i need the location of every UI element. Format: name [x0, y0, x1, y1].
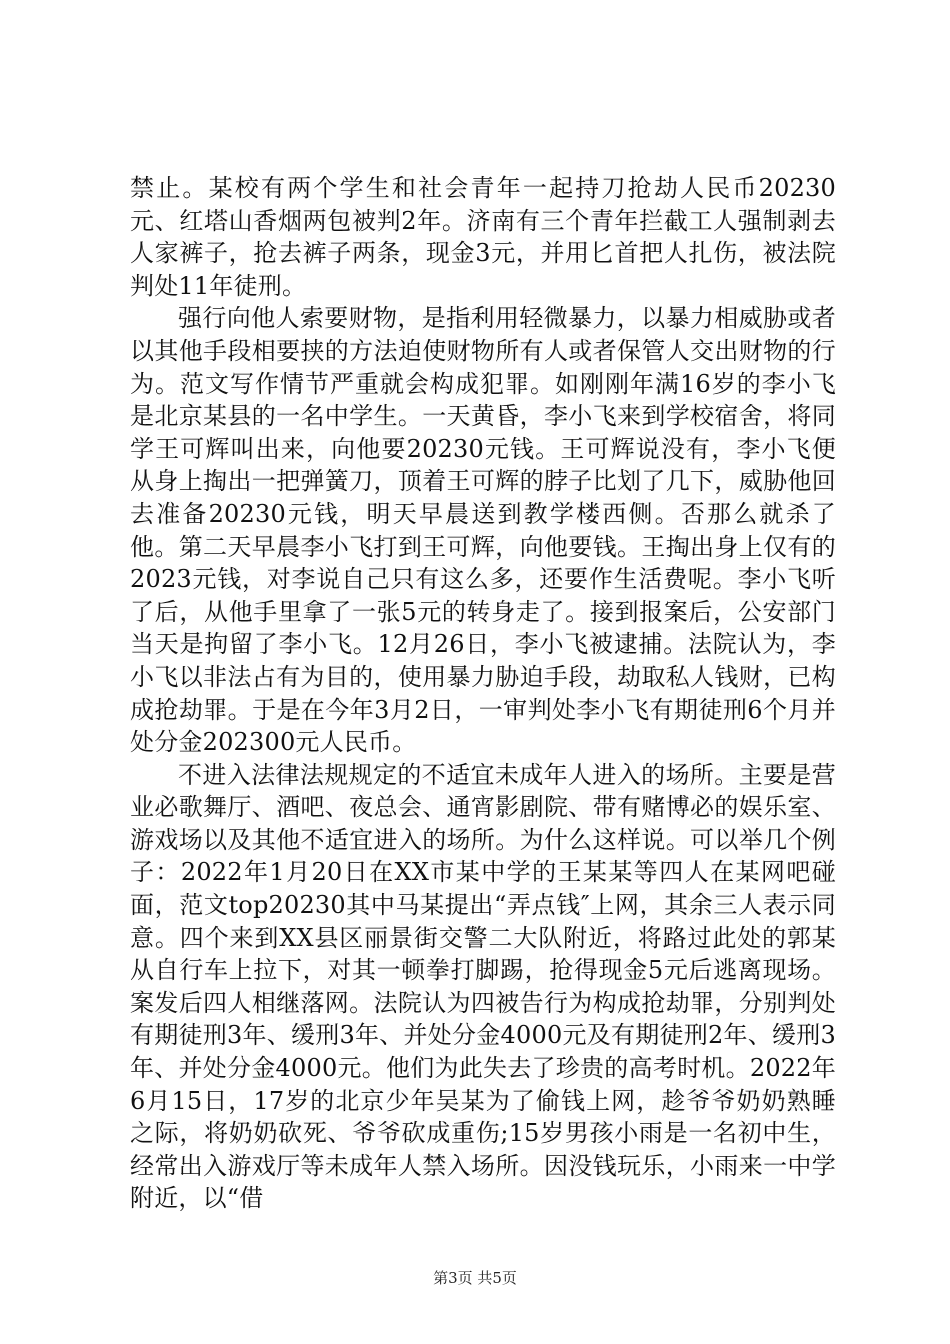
- page-footer: 第3页 共5页: [433, 1269, 517, 1287]
- document-body: [130, 172, 836, 1215]
- paragraph-1: 禁止。某校有两个学生和社会青年一起持刀抢劫人民币20230元、红塔山香烟两包被判2年。济南有三个青年拦截工人强制剥去人家裤子，抢去裤子两条，现金3元，并用匕首把人扎伤，被法院判处11年徒刑。: [130, 174, 836, 300]
- paragraph-2: 强行向他人索要财物，是指利用轻微暴力，以暴力相威胁或者以其他手段相要挟的方法迫使财物所有人或者保管人交出财物的行为。范文写作情节严重就会构成犯罪。如刚刚年满16岁的李小飞是北京某县的一名中学生。一天黄昏，李小飞来到学校宿舍，将同学王可辉叫出来，向他要20230元钱。王可辉说没有，李小飞便从身上掏出一把弹簧刀，顶着王可辉的脖子比划了几下，威胁他回去准备20230元钱，明天早晨送到教学楼西侧。否那么就杀了他。第二天早晨李小飞打到王可辉，向他要钱。王掏出身上仅有的2023元钱，对李说自己只有这么多，还要作生活费呢。李小飞听了后，从他手里拿了一张5元的转身走了。接到报案后，公安部门当天是拘留了李小飞。12月26日，李小飞被逮捕。法院认为，李小飞以非法占有为目的，使用暴力胁迫手段，劫取私人钱财，已构成抢劫罪。于是在今年3月2日，一审判处李小飞有期徒刑6个月并处分金202300元人民币。: [130, 304, 836, 757]
- paragraph-3: 不进入法律法规规定的不适宜未成年人进入的场所。主要是营业必歌舞厅、酒吧、夜总会、通宵影剧院、带有赌博必的娱乐室、游戏场以及其他不适宜进入的场所。为什么这样说。可以举几个例子：2022年1月20日在XX市某中学的王某某等四人在某网吧碰面，范文top20230其中马某提出“弄点钱″上网，其余三人表示同意。四个来到XX县区丽景街交警二大队附近，将路过此处的郭某从自行车上拉下，对其一顿拳打脚踢，抢得现金5元后逃离现场。案发后四人相继落网。法院认为四被告行为构成抢劫罪，分别判处有期徒刑3年、缓刑3年、并处分金4000元及有期徒刑2年、缓刑3年、并处分金4000元。他们为此失去了珍贵的高考时机。2022年6月15日，17岁的北京少年吴某为了偷钱上网，趁爷爷奶奶熟睡之际，将奶奶砍死、爷爷砍成重伤;15岁男孩小雨是一名初中生，经常出入游戏厅等未成年人禁入场所。因没钱玩乐，小雨来一中学附近，以“借: [130, 760, 836, 1213]
